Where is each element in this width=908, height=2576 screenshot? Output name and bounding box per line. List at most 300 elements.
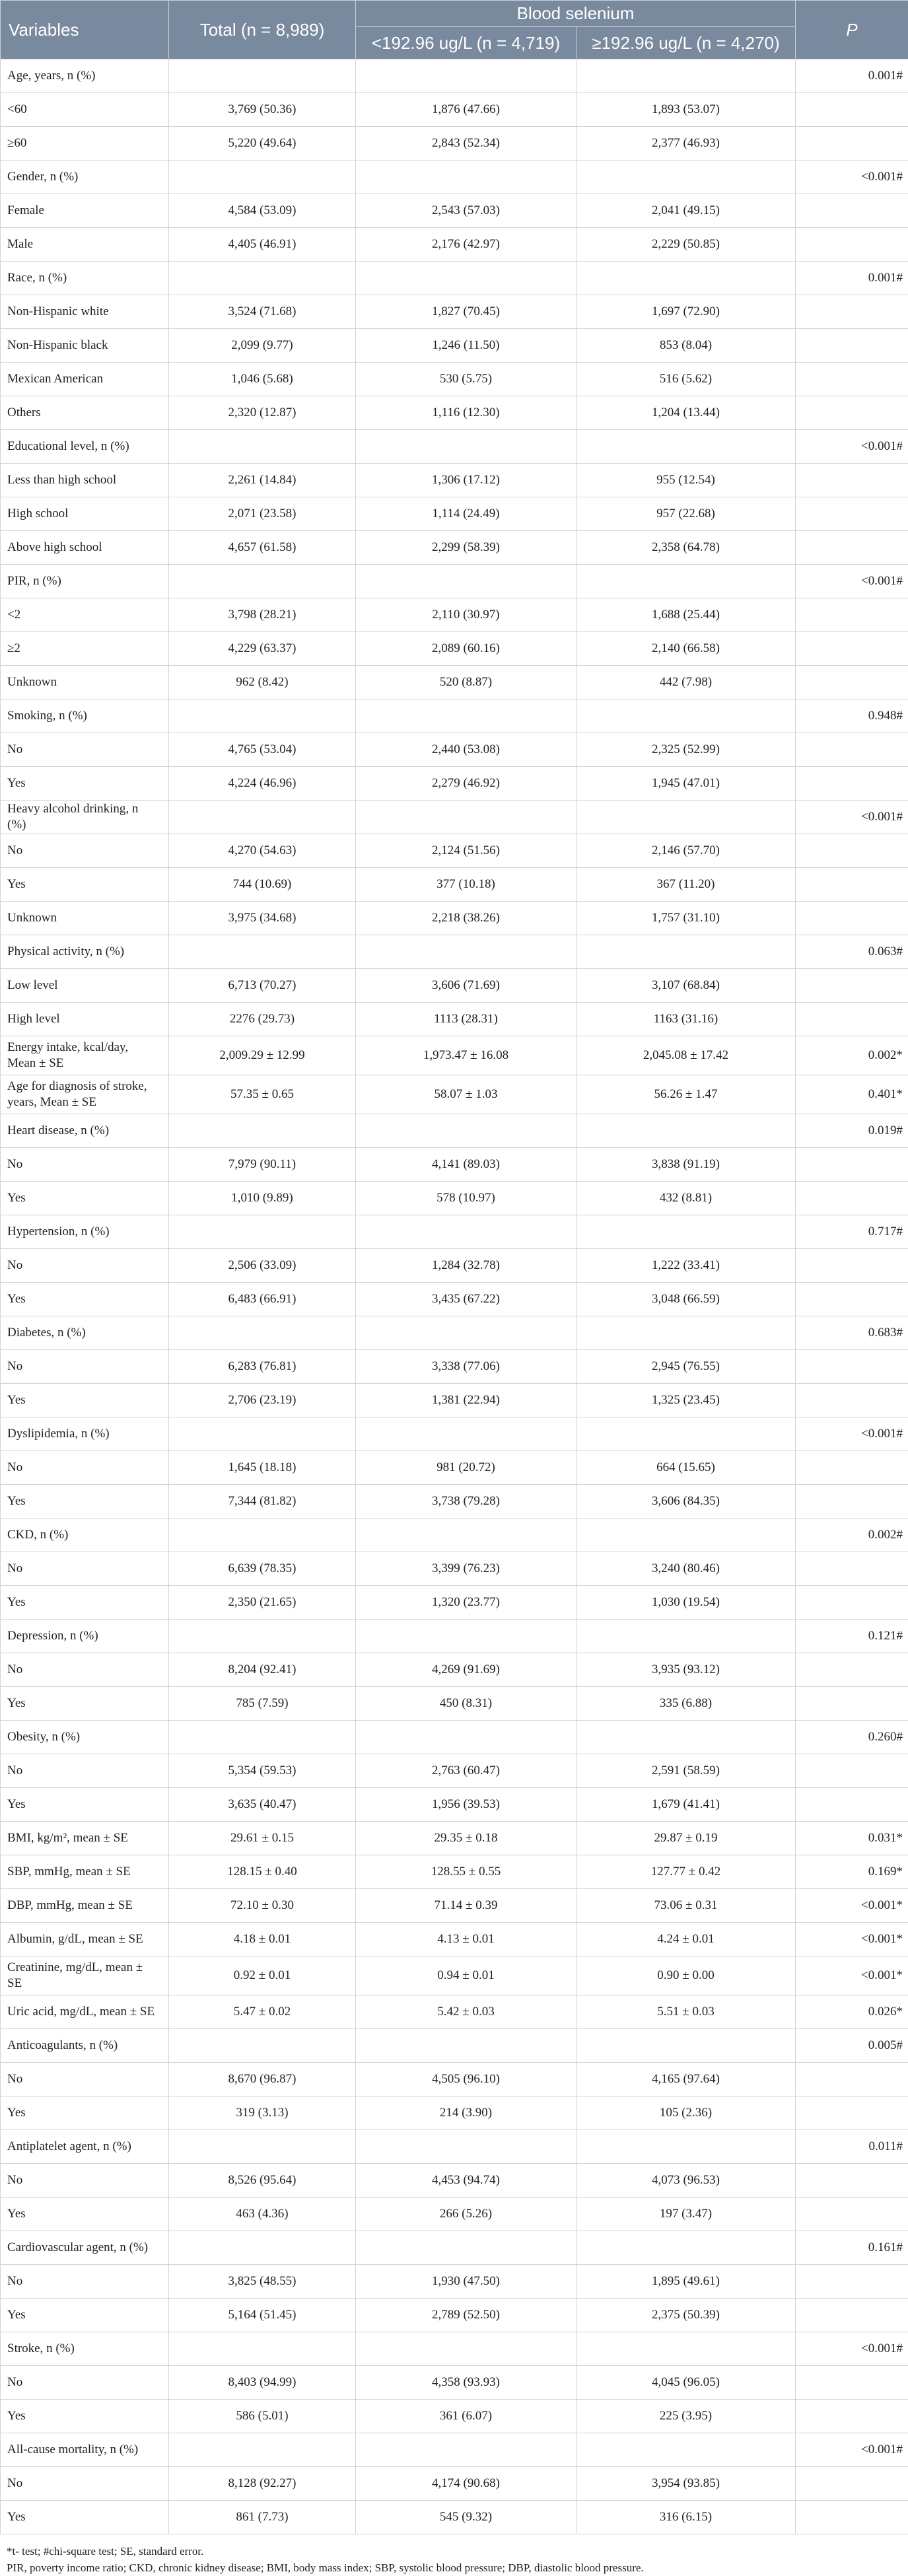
row-label: Heavy alcohol drinking, n (%) (1, 801, 169, 834)
cell-total (169, 161, 356, 194)
row-label: Anticoagulants, n (%) (1, 2029, 169, 2063)
cell-total: 3,825 (48.55) (169, 2265, 356, 2299)
cell-high-selenium: 1,325 (23.45) (576, 1384, 796, 1417)
table-row (1, 632, 908, 666)
cell-p-value (796, 1003, 908, 1036)
cell-p-value (796, 2096, 908, 2130)
cell-high-selenium: 105 (2.36) (576, 2096, 796, 2130)
header-low-selenium: <192.96 ug/L (n = 4,719) (356, 27, 576, 59)
row-label: High school (1, 497, 169, 531)
cell-p-value (796, 464, 908, 497)
table-row (1, 2400, 908, 2433)
cell-total: 4,765 (53.04) (169, 733, 356, 767)
cell-total: 72.10 ± 0.30 (169, 1889, 356, 1923)
cell-total: 861 (7.73) (169, 2501, 356, 2534)
cell-p-value (796, 666, 908, 699)
cell-total: 5,354 (59.53) (169, 1754, 356, 1788)
cell-total (169, 2231, 356, 2265)
cell-p-value (796, 2063, 908, 2096)
row-label: No (1, 1249, 169, 1283)
cell-low-selenium (356, 430, 576, 464)
cell-high-selenium: 1,204 (13.44) (576, 396, 796, 430)
cell-p-value: <0.001* (796, 1889, 908, 1923)
header-blood-selenium: Blood selenium (356, 1, 796, 27)
cell-p-value: 0.948# (796, 699, 908, 733)
row-label: Depression, n (%) (1, 1620, 169, 1653)
cell-total: 5.47 ± 0.02 (169, 1995, 356, 2029)
cell-high-selenium: 1,757 (31.10) (576, 902, 796, 935)
cell-high-selenium: 2,146 (57.70) (576, 834, 796, 868)
cell-total: 128.15 ± 0.40 (169, 1855, 356, 1889)
table-row (1, 565, 908, 598)
table-row (1, 1552, 908, 1586)
row-label: No (1, 733, 169, 767)
row-label: DBP, mmHg, mean ± SE (1, 1889, 169, 1923)
table-row (1, 2130, 908, 2164)
cell-total: 6,483 (66.91) (169, 1283, 356, 1316)
cell-total: 3,769 (50.36) (169, 93, 356, 127)
cell-low-selenium: 1,381 (22.94) (356, 1384, 576, 1417)
row-label: Energy intake, kcal/day, Mean ± SE (1, 1036, 169, 1075)
table-row (1, 902, 908, 935)
cell-total (169, 935, 356, 969)
table-row (1, 2029, 908, 2063)
cell-p-value (796, 969, 908, 1003)
cell-total: 8,204 (92.41) (169, 1653, 356, 1687)
row-label: Antiplatelet agent, n (%) (1, 2130, 169, 2164)
row-label: No (1, 2164, 169, 2198)
row-label: Yes (1, 1788, 169, 1822)
row-label: No (1, 1653, 169, 1687)
row-label: Smoking, n (%) (1, 699, 169, 733)
table-row (1, 935, 908, 969)
cell-total (169, 1215, 356, 1249)
cell-total: 5,220 (49.64) (169, 127, 356, 161)
table-row (1, 295, 908, 329)
row-label: No (1, 2467, 169, 2501)
cell-low-selenium: 1,246 (11.50) (356, 329, 576, 363)
cell-low-selenium: 3,435 (67.22) (356, 1283, 576, 1316)
row-label: Yes (1, 1687, 169, 1721)
cell-high-selenium (576, 1215, 796, 1249)
row-label: Unknown (1, 902, 169, 935)
row-label: CKD, n (%) (1, 1519, 169, 1552)
cell-high-selenium: 432 (8.81) (576, 1182, 796, 1215)
cell-high-selenium: 56.26 ± 1.47 (576, 1075, 796, 1114)
cell-low-selenium: 578 (10.97) (356, 1182, 576, 1215)
cell-high-selenium: 2,591 (58.59) (576, 1754, 796, 1788)
cell-p-value (796, 2400, 908, 2433)
cell-low-selenium (356, 262, 576, 295)
cell-p-value: 0.019# (796, 1114, 908, 1148)
cell-high-selenium: 316 (6.15) (576, 2501, 796, 2534)
table-row (1, 1182, 908, 1215)
cell-high-selenium: 3,107 (68.84) (576, 969, 796, 1003)
table-row (1, 1451, 908, 1485)
table-row (1, 1075, 908, 1114)
table-row (1, 93, 908, 127)
cell-p-value (796, 632, 908, 666)
cell-low-selenium: 3,399 (76.23) (356, 1552, 576, 1586)
cell-p-value: 0.001# (796, 59, 908, 93)
cell-high-selenium (576, 801, 796, 834)
row-label: Albumin, g/dL, mean ± SE (1, 1923, 169, 1956)
cell-p-value (796, 2467, 908, 2501)
row-label: Yes (1, 1384, 169, 1417)
cell-p-value: 0.026* (796, 1995, 908, 2029)
cell-low-selenium: 1113 (28.31) (356, 1003, 576, 1036)
cell-high-selenium (576, 1721, 796, 1754)
cell-total: 2,506 (33.09) (169, 1249, 356, 1283)
cell-total (169, 1417, 356, 1451)
cell-high-selenium: 367 (11.20) (576, 868, 796, 902)
cell-p-value: 0.005# (796, 2029, 908, 2063)
cell-low-selenium: 71.14 ± 0.39 (356, 1889, 576, 1923)
cell-high-selenium: 4,073 (96.53) (576, 2164, 796, 2198)
cell-low-selenium: 4,174 (90.68) (356, 2467, 576, 2501)
table-row (1, 1889, 908, 1923)
cell-p-value: <0.001# (796, 430, 908, 464)
table-row (1, 127, 908, 161)
cell-low-selenium: 2,176 (42.97) (356, 228, 576, 262)
cell-high-selenium: 0.90 ± 0.00 (576, 1956, 796, 1995)
row-label: Low level (1, 969, 169, 1003)
cell-high-selenium (576, 1114, 796, 1148)
table-row (1, 1249, 908, 1283)
cell-high-selenium: 3,048 (66.59) (576, 1283, 796, 1316)
cell-low-selenium: 1,116 (12.30) (356, 396, 576, 430)
cell-low-selenium: 361 (6.07) (356, 2400, 576, 2433)
row-label: All-cause mortality, n (%) (1, 2433, 169, 2467)
footnote-abbreviations: PIR, poverty income ratio; CKD, chronic kidney disease; BMI, body mass index; SBP, systolic blood pressure; DBP, diastolic blood pressure. (7, 2560, 901, 2576)
cell-p-value: 0.002* (796, 1036, 908, 1075)
cell-low-selenium: 3,338 (77.06) (356, 1350, 576, 1384)
cell-total: 586 (5.01) (169, 2400, 356, 2433)
cell-p-value (796, 1754, 908, 1788)
table-row (1, 1384, 908, 1417)
cell-low-selenium: 1,876 (47.66) (356, 93, 576, 127)
row-label: No (1, 1552, 169, 1586)
cell-p-value (796, 1182, 908, 1215)
row-label: Yes (1, 868, 169, 902)
cell-low-selenium: 2,763 (60.47) (356, 1754, 576, 1788)
cell-low-selenium: 1,930 (47.50) (356, 2265, 576, 2299)
cell-low-selenium: 2,440 (53.08) (356, 733, 576, 767)
cell-p-value: <0.001# (796, 565, 908, 598)
cell-high-selenium: 2,375 (50.39) (576, 2299, 796, 2332)
table-row (1, 1586, 908, 1620)
cell-low-selenium: 4,141 (89.03) (356, 1148, 576, 1182)
table-row (1, 1721, 908, 1754)
row-label: Obesity, n (%) (1, 1721, 169, 1754)
cell-p-value: <0.001* (796, 1923, 908, 1956)
cell-low-selenium: 2,543 (57.03) (356, 194, 576, 228)
cell-low-selenium: 58.07 ± 1.03 (356, 1075, 576, 1114)
cell-low-selenium (356, 1114, 576, 1148)
cell-p-value: 0.260# (796, 1721, 908, 1754)
cell-total: 8,403 (94.99) (169, 2366, 356, 2400)
cell-low-selenium: 2,218 (38.26) (356, 902, 576, 935)
cell-high-selenium: 4,045 (96.05) (576, 2366, 796, 2400)
cell-p-value (796, 295, 908, 329)
table-row (1, 228, 908, 262)
cell-low-selenium (356, 935, 576, 969)
cell-low-selenium (356, 1316, 576, 1350)
row-label: Female (1, 194, 169, 228)
cell-p-value (796, 228, 908, 262)
cell-low-selenium: 1,306 (17.12) (356, 464, 576, 497)
cell-high-selenium: 1,697 (72.90) (576, 295, 796, 329)
cell-p-value (796, 902, 908, 935)
cell-high-selenium (576, 2332, 796, 2366)
cell-p-value: 0.031* (796, 1822, 908, 1855)
table-row (1, 969, 908, 1003)
cell-high-selenium: 2,041 (49.15) (576, 194, 796, 228)
table-row (1, 464, 908, 497)
table-row (1, 531, 908, 565)
cell-low-selenium: 2,279 (46.92) (356, 767, 576, 801)
cell-p-value (796, 497, 908, 531)
cell-p-value (796, 733, 908, 767)
cell-high-selenium: 4.24 ± 0.01 (576, 1923, 796, 1956)
table-row (1, 1215, 908, 1249)
header-total: Total (n = 8,989) (169, 1, 356, 59)
table-row (1, 1350, 908, 1384)
cell-total: 4,229 (63.37) (169, 632, 356, 666)
cell-high-selenium: 5.51 ± 0.03 (576, 1995, 796, 2029)
cell-high-selenium: 3,606 (84.35) (576, 1485, 796, 1519)
cell-low-selenium: 377 (10.18) (356, 868, 576, 902)
table-row (1, 868, 908, 902)
cell-total: 0.92 ± 0.01 (169, 1956, 356, 1995)
cell-low-selenium: 5.42 ± 0.03 (356, 1995, 576, 2029)
cell-p-value: 0.121# (796, 1620, 908, 1653)
cell-total: 4,405 (46.91) (169, 228, 356, 262)
cell-low-selenium (356, 565, 576, 598)
table-row (1, 1923, 908, 1956)
table-row (1, 2198, 908, 2231)
cell-low-selenium: 981 (20.72) (356, 1451, 576, 1485)
table-row (1, 2164, 908, 2198)
row-label: Yes (1, 2096, 169, 2130)
table-row (1, 2299, 908, 2332)
row-label: Heart disease, n (%) (1, 1114, 169, 1148)
cell-low-selenium: 2,110 (30.97) (356, 598, 576, 632)
table-row (1, 666, 908, 699)
table-row (1, 1114, 908, 1148)
row-label: Unknown (1, 666, 169, 699)
cell-total (169, 2433, 356, 2467)
cell-p-value: 0.401* (796, 1075, 908, 1114)
cell-high-selenium: 957 (22.68) (576, 497, 796, 531)
cell-total: 1,645 (18.18) (169, 1451, 356, 1485)
row-label: ≥60 (1, 127, 169, 161)
cell-total: 785 (7.59) (169, 1687, 356, 1721)
table-row (1, 2467, 908, 2501)
row-label: ≥2 (1, 632, 169, 666)
cell-p-value: 0.002# (796, 1519, 908, 1552)
row-label: Yes (1, 2299, 169, 2332)
cell-low-selenium: 1,973.47 ± 16.08 (356, 1036, 576, 1075)
row-label: Age, years, n (%) (1, 59, 169, 93)
table-row (1, 1003, 908, 1036)
cell-p-value: 0.683# (796, 1316, 908, 1350)
cell-total (169, 430, 356, 464)
row-label: BMI, kg/m², mean ± SE (1, 1822, 169, 1855)
cell-total (169, 2332, 356, 2366)
cell-low-selenium: 0.94 ± 0.01 (356, 1956, 576, 1995)
table-row (1, 2265, 908, 2299)
table-row (1, 1036, 908, 1075)
footnote-tests: *t- test; #chi-square test; SE, standard error. (7, 2544, 901, 2560)
cell-high-selenium (576, 2029, 796, 2063)
cell-high-selenium: 4,165 (97.64) (576, 2063, 796, 2096)
cell-low-selenium (356, 1519, 576, 1552)
cell-p-value (796, 127, 908, 161)
cell-total: 2,706 (23.19) (169, 1384, 356, 1417)
cell-high-selenium: 516 (5.62) (576, 363, 796, 396)
cell-high-selenium (576, 430, 796, 464)
table-row (1, 1417, 908, 1451)
table-row (1, 1519, 908, 1552)
cell-high-selenium: 1,679 (41.41) (576, 1788, 796, 1822)
cell-total (169, 1316, 356, 1350)
row-label: No (1, 1754, 169, 1788)
cell-p-value (796, 194, 908, 228)
cell-total: 2,099 (9.77) (169, 329, 356, 363)
cell-high-selenium (576, 935, 796, 969)
cell-low-selenium (356, 2433, 576, 2467)
cell-total: 3,524 (71.68) (169, 295, 356, 329)
table-row (1, 2096, 908, 2130)
row-label: Male (1, 228, 169, 262)
cell-high-selenium: 335 (6.88) (576, 1687, 796, 1721)
cell-low-selenium: 1,827 (70.45) (356, 295, 576, 329)
cell-total: 6,639 (78.35) (169, 1552, 356, 1586)
row-label: No (1, 2063, 169, 2096)
cell-p-value (796, 2164, 908, 2198)
cell-high-selenium: 664 (15.65) (576, 1451, 796, 1485)
cell-total: 4,224 (46.96) (169, 767, 356, 801)
cell-high-selenium: 73.06 ± 0.31 (576, 1889, 796, 1923)
row-label: Yes (1, 2198, 169, 2231)
table-row (1, 1148, 908, 1182)
cell-p-value (796, 1653, 908, 1687)
cell-p-value (796, 2366, 908, 2400)
row-label: Yes (1, 1586, 169, 1620)
cell-high-selenium (576, 161, 796, 194)
cell-total: 2,261 (14.84) (169, 464, 356, 497)
cell-low-selenium (356, 1417, 576, 1451)
cell-total: 4,270 (54.63) (169, 834, 356, 868)
cell-total: 1,046 (5.68) (169, 363, 356, 396)
row-label: Yes (1, 1182, 169, 1215)
cell-low-selenium: 3,738 (79.28) (356, 1485, 576, 1519)
row-label: <2 (1, 598, 169, 632)
cell-p-value (796, 1283, 908, 1316)
cell-low-selenium (356, 1215, 576, 1249)
cell-high-selenium: 197 (3.47) (576, 2198, 796, 2231)
cell-p-value (796, 868, 908, 902)
table-row (1, 194, 908, 228)
cell-high-selenium: 2,945 (76.55) (576, 1350, 796, 1384)
cell-p-value: 0.011# (796, 2130, 908, 2164)
cell-p-value (796, 329, 908, 363)
table-row (1, 161, 908, 194)
cell-low-selenium: 530 (5.75) (356, 363, 576, 396)
cell-total: 744 (10.69) (169, 868, 356, 902)
cell-total: 6,713 (70.27) (169, 969, 356, 1003)
row-label: Yes (1, 767, 169, 801)
table-row (1, 2332, 908, 2366)
cell-low-selenium: 214 (3.90) (356, 2096, 576, 2130)
row-label: Gender, n (%) (1, 161, 169, 194)
cell-p-value (796, 767, 908, 801)
row-label: Physical activity, n (%) (1, 935, 169, 969)
cell-total: 1,010 (9.89) (169, 1182, 356, 1215)
cell-p-value (796, 2501, 908, 2534)
cell-high-selenium: 2,358 (64.78) (576, 531, 796, 565)
table-row (1, 363, 908, 396)
table-row (1, 497, 908, 531)
cell-total: 7,979 (90.11) (169, 1148, 356, 1182)
cell-p-value (796, 2299, 908, 2332)
table-row (1, 430, 908, 464)
cell-p-value: 0.001# (796, 262, 908, 295)
cell-low-selenium: 128.55 ± 0.55 (356, 1855, 576, 1889)
row-label: No (1, 834, 169, 868)
cell-p-value (796, 1249, 908, 1283)
cell-p-value (796, 598, 908, 632)
cell-low-selenium: 2,789 (52.50) (356, 2299, 576, 2332)
cell-high-selenium (576, 2433, 796, 2467)
cell-low-selenium: 266 (5.26) (356, 2198, 576, 2231)
table-row (1, 2231, 908, 2265)
table-row (1, 1620, 908, 1653)
cell-high-selenium: 442 (7.98) (576, 666, 796, 699)
cell-total: 2,320 (12.87) (169, 396, 356, 430)
cell-total: 29.61 ± 0.15 (169, 1822, 356, 1855)
cell-low-selenium (356, 2231, 576, 2265)
header-p-value: P (796, 1, 908, 59)
cell-p-value: 0.161# (796, 2231, 908, 2265)
row-label: High level (1, 1003, 169, 1036)
row-label: <60 (1, 93, 169, 127)
table-row (1, 2433, 908, 2467)
cell-high-selenium: 127.77 ± 0.42 (576, 1855, 796, 1889)
row-label: Yes (1, 2501, 169, 2534)
row-label: Non-Hispanic white (1, 295, 169, 329)
cell-low-selenium: 4,505 (96.10) (356, 2063, 576, 2096)
cell-low-selenium (356, 2332, 576, 2366)
cell-total (169, 565, 356, 598)
row-label: Less than high school (1, 464, 169, 497)
cell-high-selenium (576, 699, 796, 733)
table-row (1, 1485, 908, 1519)
cell-low-selenium: 2,124 (51.56) (356, 834, 576, 868)
cell-high-selenium: 2,325 (52.99) (576, 733, 796, 767)
cell-low-selenium (356, 161, 576, 194)
row-label: Others (1, 396, 169, 430)
cell-total (169, 1519, 356, 1552)
cell-p-value (796, 2198, 908, 2231)
row-label: No (1, 1148, 169, 1182)
cell-high-selenium (576, 1519, 796, 1552)
cell-total: 2,009.29 ± 12.99 (169, 1036, 356, 1075)
cell-total (169, 2029, 356, 2063)
table-body (1, 59, 908, 2534)
cell-p-value: 0.063# (796, 935, 908, 969)
